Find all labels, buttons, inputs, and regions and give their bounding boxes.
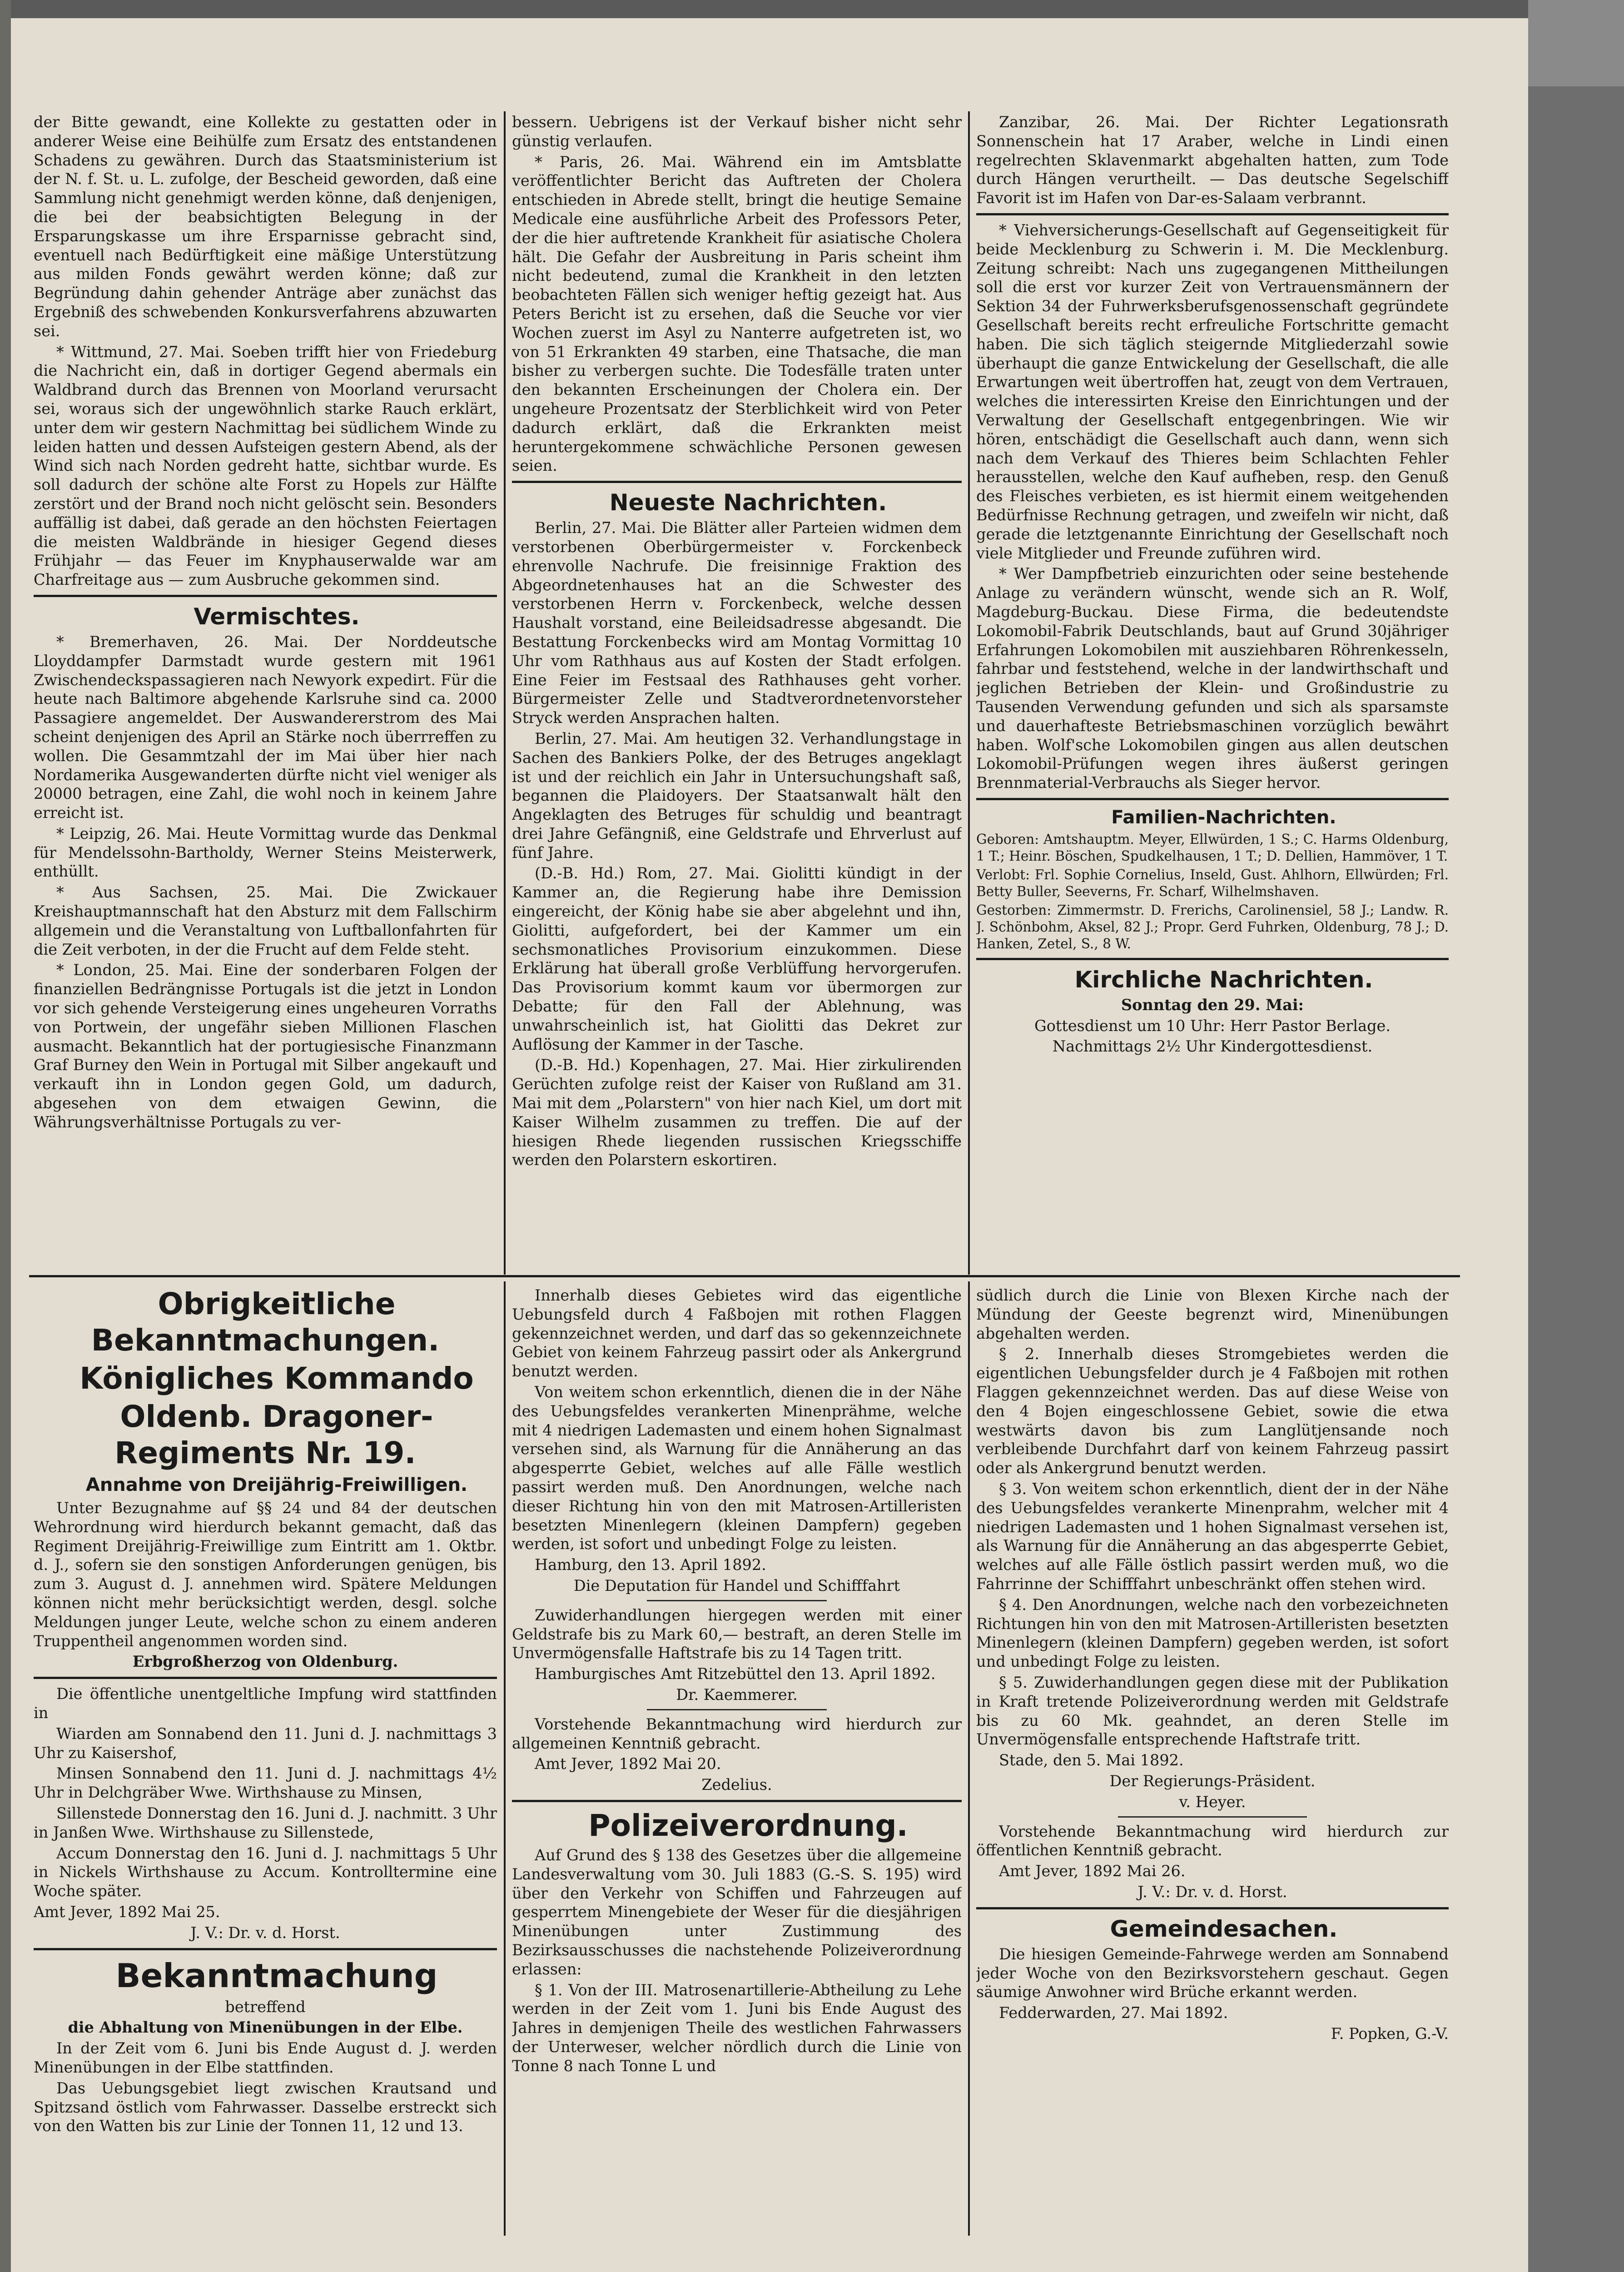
article-paragraph: Berlin, 27. Mai. Die Blätter aller Parteien widmen dem verstorbenen Oberbürgermeister v. Forckenbeck ehrenvolle Nachrufe. Die freisinnige Fraktion des Abgeordnetenhauses hat an die Schwester des verstorbenen Herrn v. Forckenbeck, welche dessen Haushalt vorstand, eine Beileidsadresse abgesandt. Die Bestattung Forckenbecks wird am Montag Vormittag 10 Uhr vom Rathhaus aus auf Kosten der Stadt erfolgen. Eine Feier im Festsaal des Rathhauses geht vorher. Bürgermeister Zelle und Stadtverordnetenvorsteher Stryck werden Ansprachen halten. — [512, 519, 962, 727]
section-separator — [34, 1948, 497, 1950]
article-paragraph: Das Uebungsgebiet liegt zwischen Krautsand und Spitzsand östlich vom Fahrwasser. Dasselbe erstreckt sich von den Watten bis zur Linie der Tonnen 11, 12 und 13. — [34, 2079, 497, 2135]
article-paragraph: Amt Jever, 1892 Mai 20. — [535, 1755, 721, 1773]
family-notice: Geboren: Amtshauptm. Meyer, Ellwürden, 1 S.; C. Harms Oldenburg, 1 T.; Heinr. Böschen, Spudkelhausen, 1 T.; D. Dellien, Hammöver, 1 T. — [976, 831, 1449, 864]
article-paragraph: Die hiesigen Gemeinde-Fahrwege werden am Sonnabend jeder Woche von den Bezirksvorstehern geschaut. Gegen säumige Anwohner wird Brüche erkannt werden. — [976, 1945, 1449, 2001]
article-paragraph: In der Zeit vom 6. Juni bis Ende August d. J. werden Minenübungen in der Elbe stattfinden. — [34, 2039, 497, 2076]
section-heading: Annahme von Dreijährig-Freiwilligen. — [85, 1475, 468, 1495]
short-rule — [1118, 1816, 1307, 1818]
section-separator — [34, 595, 497, 597]
section-separator — [976, 798, 1449, 800]
centered-line: die Abhaltung von Minenübungen in der Elbe. — [68, 2018, 463, 2037]
centered-line: Nachmittags 2½ Uhr Kindergottesdienst. — [1052, 1037, 1373, 1056]
article-paragraph: § 3. Von weitem schon erkenntlich, dient der in der Nähe des Uebungsfeldes verankerte Minenprahm, welcher mit 4 niedrigen Lademasten und 1 hohen Signalmast versehen ist, als Warnung für die Annäherung an das abgesperrte Gebiet, welches auf alle Fälle östlich passirt werden muß, wo die Fahrrinne der Schifffahrt unbeschränkt offen stehen wird. — [976, 1480, 1449, 1593]
upper-column-3 — [976, 113, 1449, 1271]
section-heading: Vermischtes. — [194, 603, 360, 630]
centered-line: betreffend — [225, 1998, 306, 2016]
section-heading: Familien-Nachrichten. — [1111, 807, 1336, 828]
article-paragraph: Vorstehende Bekanntmachung wird hierdurch zur öffentlichen Kenntniß gebracht. — [976, 1822, 1449, 1859]
section-rule-middle — [29, 1275, 1460, 1277]
section-separator — [976, 1907, 1449, 1909]
article-paragraph: bessern. Uebrigens ist der Verkauf bisher nicht sehr günstig verlaufen. — [512, 113, 962, 150]
section-heading: Obrigkeitliche Bekanntmachungen. — [91, 1286, 440, 1358]
centered-line: v. Heyer. — [1179, 1793, 1246, 1811]
article-paragraph: Stade, den 5. Mai 1892. — [999, 1751, 1184, 1769]
column-rule-lower-1 — [504, 1281, 506, 2236]
section-separator — [976, 958, 1449, 960]
short-rule — [647, 1709, 827, 1710]
newspaper-page — [11, 18, 1528, 2272]
article-paragraph: südlich durch die Linie von Blexen Kirche nach der Mündung der Geeste begrenzt wird, Minenübungen abgehalten werden. — [976, 1286, 1449, 1342]
centered-line: J. V.: Dr. v. d. Horst. — [1137, 1883, 1287, 1901]
article-paragraph: * Wer Dampfbetrieb einzurichten oder seine bestehende Anlage zu verändern wünscht, wende sich an R. Wolf, Magdeburg-Buckau. Diese Firma, die bedeutendste Lokomobil-Fabrik Deutschlands, baut auf Grund 30jähriger Erfahrungen Lokomobilen mit ausziehbaren Röhrenkesseln, fahrbar und feststehend, welche in der landwirthschaft und jeglichen Betrieben der Klein- und Großindustrie zu Tausenden Verwendung gefunden und sich als sparsamste und dauerhafteste Betriebsmaschinen vorzüglich bewährt haben. Wolf'sche Lokomobilen gingen aus allen deutschen Lokomobil-Prüfungen wegen ihres äußerst geringen Brennmaterial-Verbrauchs als Sieger hervor. — [976, 565, 1449, 792]
scan-border-left — [0, 0, 11, 2272]
centered-line: Erbgroßherzog von Oldenburg. — [132, 1653, 398, 1671]
article-paragraph: Hamburgisches Amt Ritzebüttel den 13. April 1892. — [535, 1665, 936, 1683]
section-heading: Kirchliche Nachrichten. — [1074, 966, 1373, 993]
upper-column-2 — [512, 113, 962, 1271]
article-paragraph: (D.-B. Hd.) Kopenhagen, 27. Mai. Hier zirkulirenden Gerüchten zufolge reist der Kaiser von Rußland am 31. Mai mit dem „Polarstern" von hier nach Kiel, um dort mit Kaiser Wilhelm zusammen zu treffen. Die auf der hiesigen Rhede liegenden russischen Kriegsschiffe werden den Polarstern eskortiren. — [512, 1056, 962, 1169]
article-paragraph: Auf Grund des § 138 des Gesetzes über die allgemeine Landesverwaltung vom 30. Juli 1883 (G.-S. S. 195) wird über den Verkehr von Schiffen und Fahrzeugen auf gesperrtem Minengebiete der Weser für die diesjährigen Minenübungen unter Zustimmung des Bezirksausschusses die nachstehende Polizeiverordnung erlassen: — [512, 1846, 962, 1978]
article-paragraph: Zanzibar, 26. Mai. Der Richter Legationsrath Sonnenschein hat 17 Araber, welche in Lindi einen regelrechten Sklavenmarkt abgehalten hatten, zum Tode durch Hängen verurtheilt. — Das deutsche Segelschiff Favorit ist im Hafen von Dar-es-Salaam verbrannt. — [976, 113, 1449, 207]
article-paragraph: Amt Jever, 1892 Mai 26. — [999, 1862, 1186, 1880]
upper-column-1 — [34, 113, 497, 1271]
section-separator — [512, 1800, 962, 1802]
column-rule-upper-2 — [968, 111, 970, 1275]
article-paragraph: Sillenstede Donnerstag den 16. Juni d. J. nachmitt. 3 Uhr in Janßen Wwe. Wirthshause zu Sillenstede, — [34, 1804, 497, 1841]
column-rule-upper-1 — [504, 111, 506, 1275]
family-notice: Verlobt: Frl. Sophie Cornelius, Inseld, Gust. Ahlhorn, Ellwürden; Frl. Betty Buller, Seeverns, Fr. Scharf, Wilhelmshaven. — [976, 867, 1449, 899]
column-rule-lower-2 — [968, 1281, 970, 2236]
article-paragraph: § 2. Innerhalb dieses Stromgebietes werden die eigentlichen Uebungsfelder durch je 4 Faßbojen mit rothen Flaggen gekennzeichnet werden. Das auf diese Weise von den 4 Bojen eingeschlossene Gebiet, sowie die etwa westwärts davon bis zum Langlütjensande noch verbleibende Durchfahrt darf von keinem Fahrzeug passirt oder als Ankergrund benutzt werden. — [976, 1345, 1449, 1477]
centered-line: Die Deputation für Handel und Schifffahrt — [573, 1576, 900, 1594]
lower-column-3 — [976, 1286, 1449, 2272]
section-heading: Polizeiverordnung. — [588, 1808, 908, 1843]
section-heading: Königliches Kommando — [79, 1361, 474, 1396]
section-heading: Bekanntmachung — [115, 1956, 438, 1995]
article-paragraph: Die öffentliche unentgeltliche Impfung wird stattfinden in — [34, 1685, 497, 1722]
centered-line: J. V.: Dr. v. d. Horst. — [190, 1923, 340, 1942]
article-paragraph: Berlin, 27. Mai. Am heutigen 32. Verhandlungstage in Sachen des Bankiers Polke, der des Betruges angeklagt ist und der reichlich ein Jahr in Untersuchungshaft saß, begannen die Plaidoyers. Der Staatsanwalt hält den Angeklagten des Betruges für schuldig und beantragt drei Jahre Gefängniß, eine Geldstrafe und Ehrverlust auf fünf Jahre. — [512, 729, 962, 862]
scan-border-top-right — [1528, 0, 1624, 86]
article-paragraph: Amt Jever, 1892 Mai 25. — [34, 1903, 220, 1921]
article-paragraph: der Bitte gewandt, eine Kollekte zu gestatten oder in anderer Weise eine Beihülfe zum Ersatz des entstandenen Schadens zu gewähren. Durch das Staatsministerium ist der N. f. St. u. L. zufolge, der Bescheid geworden, daß eine Sammlung nicht genehmigt werden könne, daß denjenigen, die bei der beabsichtigten Belegung in der Ersparungskasse um ihre Ersparnisse gebracht sind, eventuell nach Bedürftigkeit eine mäßige Unterstützung aus milden Fonds gewährt werden könne; daß zur Begründung dahin gehender Anträge aber zunächst das Ergebniß des schwebenden Konkursverfahrens abzuwarten sei. — [34, 113, 497, 340]
section-separator — [976, 213, 1449, 215]
article-paragraph: * Bremerhaven, 26. Mai. Der Norddeutsche Lloyddampfer Darmstadt wurde gestern mit 1961 Zwischendeckspassagieren nach Newyork expedirt. Für die heute nach Baltimore abgehende Karlsruhe sind ca. 2000 Passagiere angemeldet. Der Auswandererstrom des Mai scheint denjenigen des April an Stärke noch überrreffen zu wollen. Die Gesammtzahl der im Mai über hier nach Nordamerika Ausgewanderten dürfte nicht viel weniger als 20000 betragen, eine Zahl, die wohl noch in keinem Jahre erreicht ist. — [34, 633, 497, 822]
article-paragraph: Innerhalb dieses Gebietes wird das eigentliche Uebungsfeld durch 4 Faßbojen mit rothen Flaggen gekennzeichnet werden, und darf das so gekennzeichnete Gebiet von keinem Fahrzeug passirt oder als Ankergrund benutzt werden. — [512, 1286, 962, 1380]
lower-column-2 — [512, 1286, 962, 2272]
article-paragraph: Hamburg, den 13. April 1892. — [535, 1556, 766, 1574]
centered-line: Zedelius. — [701, 1776, 772, 1794]
article-paragraph: § 1. Von der III. Matrosenartillerie-Abtheilung zu Lehe werden in der Zeit vom 1. Juni bis Ende August des Jahres in demjenigen Theile des westlichen Fahrwassers der Unterweser, welcher nördlich durch die Linie von Tonne 8 nach Tonne L und — [512, 1981, 962, 2075]
article-paragraph: * Leipzig, 26. Mai. Heute Vormittag wurde das Denkmal für Mendelssohn-Bartholdy, Werner Steins Meisterwerk, enthüllt. — [34, 824, 497, 881]
article-paragraph: Zuwiderhandlungen hiergegen werden mit einer Geldstrafe bis zu Mark 60,— bestraft, an deren Stelle im Unvermögensfalle Haftstrafe bis zu 14 Tagen tritt. — [512, 1606, 962, 1662]
article-paragraph: * Paris, 26. Mai. Während ein im Amtsblatte veröffentlichter Bericht das Auftreten der Cholera entschieden in Abrede stellt, bringt die heutige Semaine Medicale eine ausführliche Arbeit des Professors Peter, der die hier auftretende Krankheit für asiatische Cholera hält. Die Gefahr der Ausbreitung in Paris scheint ihm nicht bedeutend, zumal die Krankheit in den letzten beobachteten Fällen sich weniger heftig gezeigt hat. Aus Peters Bericht ist zu ersehen, daß die Seuche vor vier Wochen zuerst im Asyl zu Nanterre aufgetreten ist, wo von 51 Erkrankten 49 starben, eine Thatsache, die man bisher zu verbergen suchte. Die Todesfälle traten unter den bekannten Erscheinungen der Cholera ein. Der ungeheure Prozentsatz der Sterblichkeit wird von Peter dadurch erklärt, daß die Erkrankten meist heruntergekommene schwächliche Personen gewesen seien. — [512, 153, 962, 475]
article-paragraph: Vorstehende Bekanntmachung wird hierdurch zur allgemeinen Kenntniß gebracht. — [512, 1715, 962, 1752]
scan-border-right — [1528, 86, 1624, 2272]
article-paragraph: Fedderwarden, 27. Mai 1892. — [999, 2004, 1228, 2022]
signature-line: F. Popken, G.-V. — [1331, 2024, 1449, 2043]
article-paragraph: § 5. Zuwiderhandlungen gegen diese mit der Publikation in Kraft tretende Polizeiverordnung werden mit Geldstrafe bis zu 60 Mk. geahndet, an deren Stelle im Unvermögensfalle entsprechende Haftstrafe tritt. — [976, 1673, 1449, 1749]
centered-line: Gottesdienst um 10 Uhr: Herr Pastor Berlage. — [1034, 1016, 1391, 1035]
short-rule — [647, 1600, 827, 1601]
article-paragraph: Wiarden am Sonnabend den 11. Juni d. J. nachmittags 3 Uhr zu Kaisershof, — [34, 1724, 497, 1762]
article-paragraph: Von weitem schon erkenntlich, dienen die in der Nähe des Uebungsfeldes verankerten Minenprähme, welche mit 4 niedrigen Lademasten und einem hohen Signalmast versehen sind, als Warnung für die Annäherung an das abgesperrte Gebiet, welches auf alle Fälle westlich passirt werden muß. Den Anordnungen, welche nach dieser Richtung hin von den mit Matrosen-Artilleristen besetzten Minenlegern (kleinen Dampfern) gegeben werden, ist sofort und unbedingt Folge zu leisten. — [512, 1383, 962, 1553]
article-paragraph: Unter Bezugnahme auf §§ 24 und 84 der deutschen Wehrordnung wird hierdurch bekannt gemacht, daß das Regiment Dreijährig-Freiwillige zum Eintritt am 1. Oktbr. d. J., sofern sie den sonstigen Anforderungen genügen, bis zum 3. August d. J. annehmen wird. Spätere Meldungen können nicht mehr berücksichtigt werden, desgl. solche Meldungen junger Leute, welche schon zu einem anderen Truppentheil angenommen worden sind. — [34, 1499, 497, 1650]
section-separator — [34, 1677, 497, 1679]
article-paragraph: Minsen Sonnabend den 11. Juni d. J. nachmittags 4½ Uhr in Delchgräber Wwe. Wirthshause zu Minsen, — [34, 1764, 497, 1802]
section-heading: Gemeindesachen. — [1110, 1915, 1338, 1942]
lower-column-1 — [34, 1286, 497, 2272]
section-heading: Neueste Nachrichten. — [609, 489, 887, 516]
centered-line: Der Regierungs-Präsident. — [1109, 1772, 1316, 1790]
section-heading: Oldenb. Dragoner-Regiments Nr. 19. — [114, 1399, 433, 1470]
centered-line: Sonntag den 29. Mai: — [1121, 996, 1304, 1014]
article-paragraph: Accum Donnerstag den 16. Juni d. J. nachmittags 5 Uhr in Nickels Wirthshause zu Accum. Kontrolltermine eine Woche später. — [34, 1844, 497, 1900]
article-paragraph: * London, 25. Mai. Eine der sonderbaren Folgen der finanziellen Bedrängnisse Portugals ist die jetzt in London vor sich gehende Versteigerung eines ungeheuren Vorraths von Portwein, der ungefähr sieben Millionen Flaschen ausmacht. Bekanntlich hat der portugiesische Finanzmann Graf Burney den Wein in Portugal mit Silber angekauft und verkauft ihn in London gegen Gold, um dadurch, abgesehen von dem etwaigen Gewinn, die Währungsverhältnisse Portugals zu ver- — [34, 961, 497, 1131]
article-paragraph: * Aus Sachsen, 25. Mai. Die Zwickauer Kreishauptmannschaft hat den Absturz mit dem Fallschirm allgemein und die Veranstaltung von Luftballonfahrten für die Zeit verboten, in der die Frucht auf dem Felde steht. — [34, 883, 497, 958]
family-notice: Gestorben: Zimmermstr. D. Frerichs, Carolinensiel, 58 J.; Landw. R. J. Schönbohm, Aksel, 82 J.; Propr. Gerd Fuhrken, Oldenburg, 78 J.; D. Hanken, Zetel, S., 8 W. — [976, 902, 1449, 952]
article-paragraph: * Wittmund, 27. Mai. Soeben trifft hier von Friedeburg die Nachricht ein, daß in dortiger Gegend abermals ein Waldbrand durch das Brennen von Moorland verursacht sei, woraus sich der ungewöhnlich starke Rauch erklärt, unter dem wir gestern Nachmittag bei südlichem Winde zu leiden hatten und dessen Aufsteigen gestern Abend, als der Wind sich nach Norden gedreht hatte, sichtbar wurde. Es soll dadurch der schöne alte Forst zu Hopels zur Hälfte zerstört und der Brand noch nicht gelöscht sein. Besonders auffällig ist dabei, daß gerade an den höchsten Feiertagen die meisten Waldbrände in hiesiger Gegend dieses Frühjahr — das Feuer im Knyphauserwalde war am Charfreitage aus — zum Ausbruche gekommen sind. — [34, 343, 497, 589]
article-paragraph: * Viehversicherungs-Gesellschaft auf Gegenseitigkeit für beide Mecklenburg zu Schwerin i. M. Die Mecklenburg. Zeitung schreibt: Nach uns zugegangenen Mittheilungen soll die erst vor kurzer Zeit von Vertrauensmännern der Sektion 34 der Fuhrwerksberufsgenossenschaft gegründete Gesellschaft bereits recht erfreuliche Fortschritte gemacht haben. Die sich täglich steigernde Mitgliederzahl sowie überhaupt die ganze Entwickelung der Gesellschaft, die alle Erwartungen weit übertroffen hat, zeugt von dem Vertrauen, welches die interessirten Kreise den Einrichtungen und der Verwaltung der Gesellschaft entgegenbringen. Wie wir hören, entschädigt die Gesellschaft auch dann, wenn sich nach dem Verkauf des Thieres beim Schlachten Fehler herausstellen, welche den Kauf aufheben, resp. den Genuß des Fleisches verbieten, es ist hiermit einem weitgehenden Bedürfnisse Rechnung getragen, und zweifeln wir nicht, daß gerade die letztgenannte Einrichtung der Gesellschaft noch viele Mitglieder und Freunde zuführen wird. — [976, 221, 1449, 562]
section-separator — [512, 481, 962, 483]
article-paragraph: § 4. Den Anordnungen, welche nach den vorbezeichneten Richtungen hin von den mit Matrosen-Artilleristen besetzten Minenlegern (kleinen Dampfern) gegeben werden, ist sofort und unbedingt Folge zu leisten. — [976, 1595, 1449, 1671]
centered-line: Dr. Kaemmerer. — [676, 1685, 798, 1704]
article-paragraph: (D.-B. Hd.) Rom, 27. Mai. Giolitti kündigt in der Kammer an, die Regierung habe ihre Demission eingereicht, der König habe sie aber abgelehnt und ihn, Giolitti, aufgefordert, bei der Kammer um ein sechsmonatliches Provisorium einzukommen. Diese Erklärung hat überall große Verblüffung hervorgerufen. Das Provisorium kommt kaum vor übermorgen zur Debatte; für den Fall der Ablehnung, was unwahrscheinlich ist, hat Giolitti das Dekret zur Auflösung der Kammer in der Tasche. — [512, 864, 962, 1053]
